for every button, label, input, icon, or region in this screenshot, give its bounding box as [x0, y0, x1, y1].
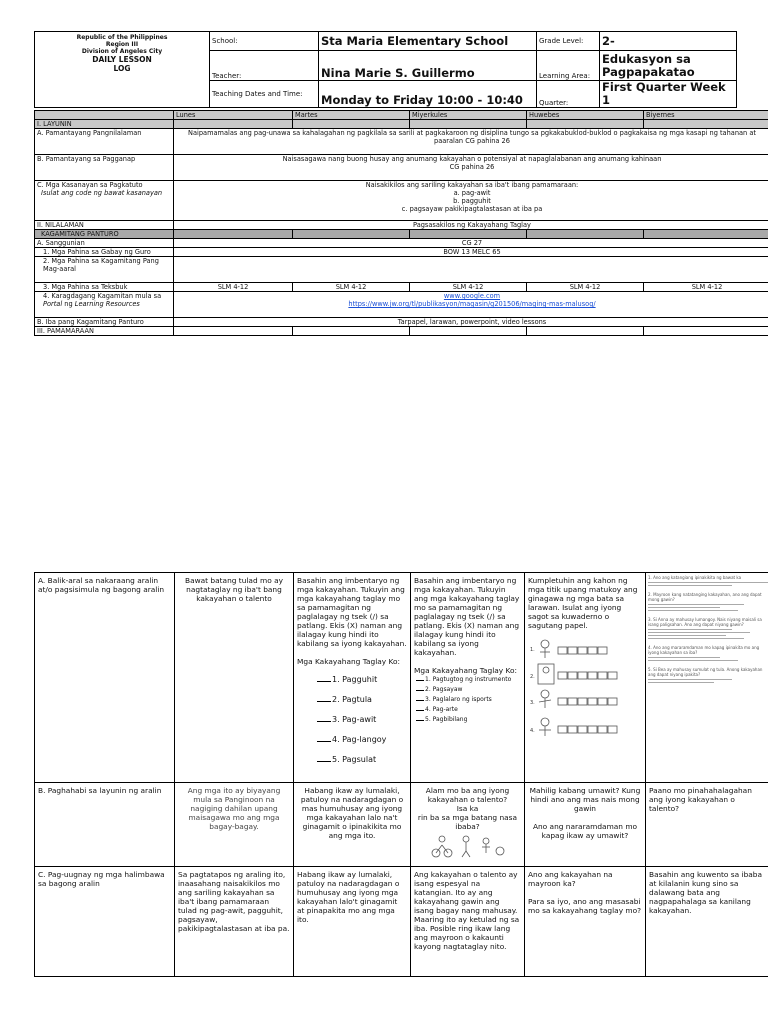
- activity-row-1: [530, 640, 607, 658]
- miyerkules-b-1: Alam mo ba ang iyong kakayahan o talento?: [425, 786, 510, 804]
- day-header-martes: Martes: [293, 111, 410, 120]
- pamamaraan-label: III. PAMAMARAAN: [35, 327, 174, 336]
- kasanayan-note: Isulat ang code ng bawat kasanayan: [41, 189, 163, 197]
- kasanayan-c: c. pagsayaw pakikipagtalastasan at iba pa: [401, 205, 543, 213]
- region-text: Region III: [105, 41, 139, 48]
- martes-item: 5. Pagsulat: [332, 755, 377, 764]
- huwebes-c-2: Para sa iyo, ano ang masasabi mo sa kakayahang taglay mo?: [528, 897, 642, 915]
- row-b-martes: Habang ikaw ay lumalaki, patuloy na nadaragdagan o mas humuhusay ang iyong mga kakayahan lalo na't ginagamit o ipinakikita mo ang mga ito.: [294, 783, 411, 867]
- miyerkules-item: 4. Pag-arte: [425, 706, 458, 713]
- activity-row-4: [530, 718, 617, 736]
- corner-cell: [35, 111, 174, 120]
- row-b-huwebes: [525, 783, 646, 867]
- miyerkules-list-title: Mga Kakayahang Taglay Ko:: [414, 666, 518, 675]
- dll-title-2: LOG: [113, 64, 131, 73]
- sanggunian-text: CG 27: [174, 239, 768, 248]
- huwebes-c-1: Ano ang kakayahan na mayroon ka?: [528, 870, 613, 888]
- lesson-plan-table: [34, 110, 768, 336]
- dll-title: DAILY LESSON: [92, 55, 152, 64]
- row-a-miyerkules: [411, 573, 525, 783]
- slm-lunes: SLM 4-12: [174, 283, 293, 292]
- row-a-lunes: Bawat batang tulad mo ay nagtataglay ng iba't bang kakayahan o talento: [175, 573, 294, 783]
- portal-label: [35, 292, 174, 318]
- layunin-heading: I. LAYUNIN: [35, 120, 174, 129]
- children-illustration: [428, 833, 508, 859]
- pang-value: [174, 257, 768, 283]
- gabay-label: 1. Mga Pahina sa Gabay ng Guro: [35, 248, 174, 257]
- pamantayang-text: Naipamamalas ang pag-unawa sa kahalagahan ng pagkilala sa sarili at pagkakaroon ng disiplina tungo sa pgkakabuklod-buklod o pagkakaisa ng mga kasapi ng tahanan at paaralan CG pahina 26: [174, 129, 768, 155]
- huwebes-b-1: Mahilig kabang umawit? Kung hindi ano ang mas nais mong gawin: [529, 786, 641, 813]
- row-c-lunes: Sa pagtatapos ng araling ito, inaasahang naisakikilos mo ang sariling kakayahan sa iba't ibang pamamaraan tulad ng pag-awit, pagguhit, pagsayaw, pakikipagtalastasan at iba pa.: [175, 867, 294, 977]
- header-table: [34, 31, 737, 108]
- school-name: Sta Maria Elementary School: [319, 32, 537, 51]
- republic-text: Republic of the Philippines: [76, 34, 168, 41]
- miyerkules-item: 1. Pagtugtog ng instrumento: [425, 676, 512, 683]
- martes-item: 4. Pag-langoy: [332, 735, 387, 744]
- kasanayan-b: b. pagguhit: [453, 197, 491, 205]
- row-c-label: C. Pag-uugnay ng mga halimbawa sa bagong aralin: [35, 867, 175, 977]
- portal-links: [174, 292, 768, 318]
- row-b-miyerkules: [411, 783, 525, 867]
- pagganap-text: Naisasagawa nang buong husay ang anumang kakayahan o potensiyal at napaglalabanan ang anumang kahinaan: [282, 155, 662, 163]
- miyerkules-item: 2. Pagsayaw: [425, 686, 463, 693]
- dates-value: Monday to Friday 10:00 - 10:40: [319, 81, 537, 108]
- quiz-q1: 1. Ano ang katangiang ipinakikita ng bawat ka: [648, 575, 742, 580]
- miyerkules-b-3: rin ba sa mga batang nasa ibaba?: [417, 813, 518, 831]
- huwebes-b-2: Ano ang nararamdaman mo kapag ikaw ay umawit?: [532, 822, 638, 840]
- nilalaman-text: Pagsasakilos ng Kakayahang Taglay: [174, 221, 768, 230]
- svg-text:1.: 1.: [530, 647, 535, 653]
- huwebes-instructions: Kumpletuhin ang kahon ng mga titik upang matukoy ang ginagawa ng mga bata sa larawan. Isulat ang iyong sagot sa kuwaderno o sagutang papel.: [528, 576, 638, 630]
- quarter-label: Quarter:: [537, 81, 600, 108]
- day-header-lunes: Lunes: [174, 111, 293, 120]
- pang-label: 2. Mga Pahina sa Kagamitang Pang Mag-aaral: [35, 257, 174, 283]
- martes-list: [297, 670, 407, 770]
- portal-label-2: Portal: [43, 300, 63, 308]
- portal-label-4: Learning Resources: [74, 300, 140, 308]
- row-b-biyernes: Paano mo pinahahalagahan ang iyong kakayahan o talento?: [646, 783, 768, 867]
- nilalaman-label: II. NILALAMAN: [35, 221, 174, 230]
- procedure-table: [34, 572, 768, 977]
- quiz-q2: 2. Mayroon kang natatanging kakayahan, ano ang dapat mong gawin?: [648, 592, 762, 602]
- letter-box-activity: [528, 638, 640, 748]
- martes-list-title: Mga Kakayahang Taglay Ko:: [297, 657, 401, 666]
- row-b-lunes: Ang mga ito ay biyayang mula sa Panginoon na nagiging dahilan upang maisagawa mo ang mga bagay-bagay.: [175, 783, 294, 867]
- quarter-value: First Quarter Week 1: [600, 81, 737, 108]
- division-text: Division of Angeles City: [81, 48, 163, 55]
- sanggunian-label: A. Sanggunian: [35, 239, 174, 248]
- dll-title-block: [35, 32, 210, 108]
- portal-label-1: 4. Karagdagang Kagamitan mula sa: [43, 292, 162, 300]
- iba-text: Tarpapel, larawan, powerpoint, video lessons: [174, 318, 768, 327]
- teksbuk-label: 3. Mga Pahina sa Teksbuk: [35, 283, 174, 292]
- pamantayang-label: A. Pamantayang Pangnilalaman: [35, 129, 174, 155]
- area-value: Edukasyon sa Pagpapakatao: [600, 51, 737, 81]
- kasanayan-label-cell: [35, 181, 174, 221]
- quiz-q5: 5. Si Bea ay mahusay sumulat ng tula. Anong kakayahan ang dapat niyang ipakita?: [648, 667, 763, 677]
- kasanayan-a: a. pag-awit: [453, 189, 491, 197]
- row-c-martes: Habang ikaw ay lumalaki, patuloy na nadaragdagan o humuhusay ang iyong mga kakayahan lalo't ginagamit at pinapakita mo ang mga ito.: [294, 867, 411, 977]
- kasanayan-text: Naisakikilos ang sariling kakayahan sa iba't ibang pamamaraan:: [365, 181, 579, 189]
- row-a-label: A. Balik-aral sa nakaraang aralin at/o pagsisimula ng bagong aralin: [35, 573, 175, 783]
- grade-value: 2-: [600, 32, 737, 51]
- activity-row-3: [530, 690, 617, 708]
- row-a-martes: [294, 573, 411, 783]
- miyerkules-item: 3. Paglalaro ng isports: [425, 696, 492, 703]
- kagamitan-label: KAGAMITANG PANTURO: [35, 230, 174, 239]
- kasanayan-label: C. Mga Kasanayan sa Pagkatuto: [37, 181, 143, 189]
- row-c-huwebes: [525, 867, 646, 977]
- slm-huwebes: SLM 4-12: [527, 283, 644, 292]
- pagganap-cg: CG pahina 26: [449, 163, 495, 171]
- row-c-miyerkules: Ang kakayahan o talento ay isang espesyal na katangian. Ito ay ang kakayahang gawin ang isang bagay nang mahusay. Maaring ito ay ketulad ng sa iba. Posible ring ikaw lang ang mayroon o kakaunti kayong nagtataglay nito.: [411, 867, 525, 977]
- martes-instructions: Basahin ang imbentaryo ng mga kakayahan. Tukuyin ang mga kakayahang taglay mo sa pamamagitan ng paglalagay ng tsek (/) sa patlang. Ekis (X) naman ang ilalagay kung hindi ito kabilang sa iyong kakayahan.: [297, 576, 407, 648]
- area-label: Learning Area:: [537, 51, 600, 81]
- slm-miyerkules: SLM 4-12: [410, 283, 527, 292]
- grade-label: Grade Level:: [537, 32, 600, 51]
- day-header-huwebes: Huwebes: [527, 111, 644, 120]
- row-c-biyernes: Basahin ang kuwento sa ibaba at kilalanin kung sino sa dalawang bata ang nagpapahalaga sa kanilang kakayahan.: [646, 867, 768, 977]
- slm-biyernes: SLM 4-12: [644, 283, 768, 292]
- day-header-miyerkules: Miyerkules: [410, 111, 527, 120]
- pagganap-label: B. Pamantayang sa Pagganap: [35, 155, 174, 181]
- portal-label-3: ng: [64, 300, 73, 308]
- kasanayan-cell: [174, 181, 768, 221]
- slm-martes: SLM 4-12: [293, 283, 410, 292]
- miyerkules-instructions: Basahin ang imbentaryo ng mga kakayahan. Tukuyin ang mga kakayahang taglay mo sa pamamagitan ng paglalagay ng tsek (/) sa patlang. Ekis (X) naman ang ilalagay kung hindi ito kabilang sa iyong kakayahan.: [414, 576, 520, 657]
- school-label: School:: [210, 32, 319, 51]
- teacher-label: Teacher:: [210, 51, 319, 81]
- martes-item: 1. Pagguhit: [332, 675, 378, 684]
- pagganap-cell: [174, 155, 768, 181]
- day-header-biyernes: Biyernes: [644, 111, 768, 120]
- iba-label: B. Iba pang Kagamitang Panturo: [35, 318, 174, 327]
- quiz-q4: 4. Ano ang mararamdaman mo kapag ipinakita mo ang iyong kakayahan sa iba?: [648, 645, 760, 655]
- svg-text:3.: 3.: [530, 700, 535, 706]
- martes-item: 2. Pagtula: [332, 695, 372, 704]
- activity-row-2: [530, 664, 617, 684]
- jw-link[interactable]: https://www.jw.org/tl/publikasyon/magasin/g201506/maging-mas-malusog/: [348, 300, 596, 308]
- quiz-q3: 3. Si Anna ay mahusay lumangoy. Nais niyang maisali sa isang paligsahan. Ano ang dapat niyang gawin?: [648, 617, 762, 627]
- google-link[interactable]: www.google.com: [443, 292, 501, 300]
- row-a-huwebes: [525, 573, 646, 783]
- gabay-text: BOW 13 MELC 65: [174, 248, 768, 257]
- miyerkules-item: 5. Pagbibilang: [425, 716, 468, 723]
- miyerkules-b-2: Isa ka: [456, 804, 479, 813]
- row-b-label: B. Paghahabi sa layunin ng aralin: [35, 783, 175, 867]
- svg-text:2.: 2.: [530, 674, 535, 680]
- svg-text:4.: 4.: [530, 728, 535, 734]
- row-a-biyernes: [646, 573, 768, 783]
- martes-item: 3. Pag-awit: [332, 715, 377, 724]
- dates-label: Teaching Dates and Time:: [210, 81, 319, 108]
- teacher-name: Nina Marie S. Guillermo: [319, 51, 537, 81]
